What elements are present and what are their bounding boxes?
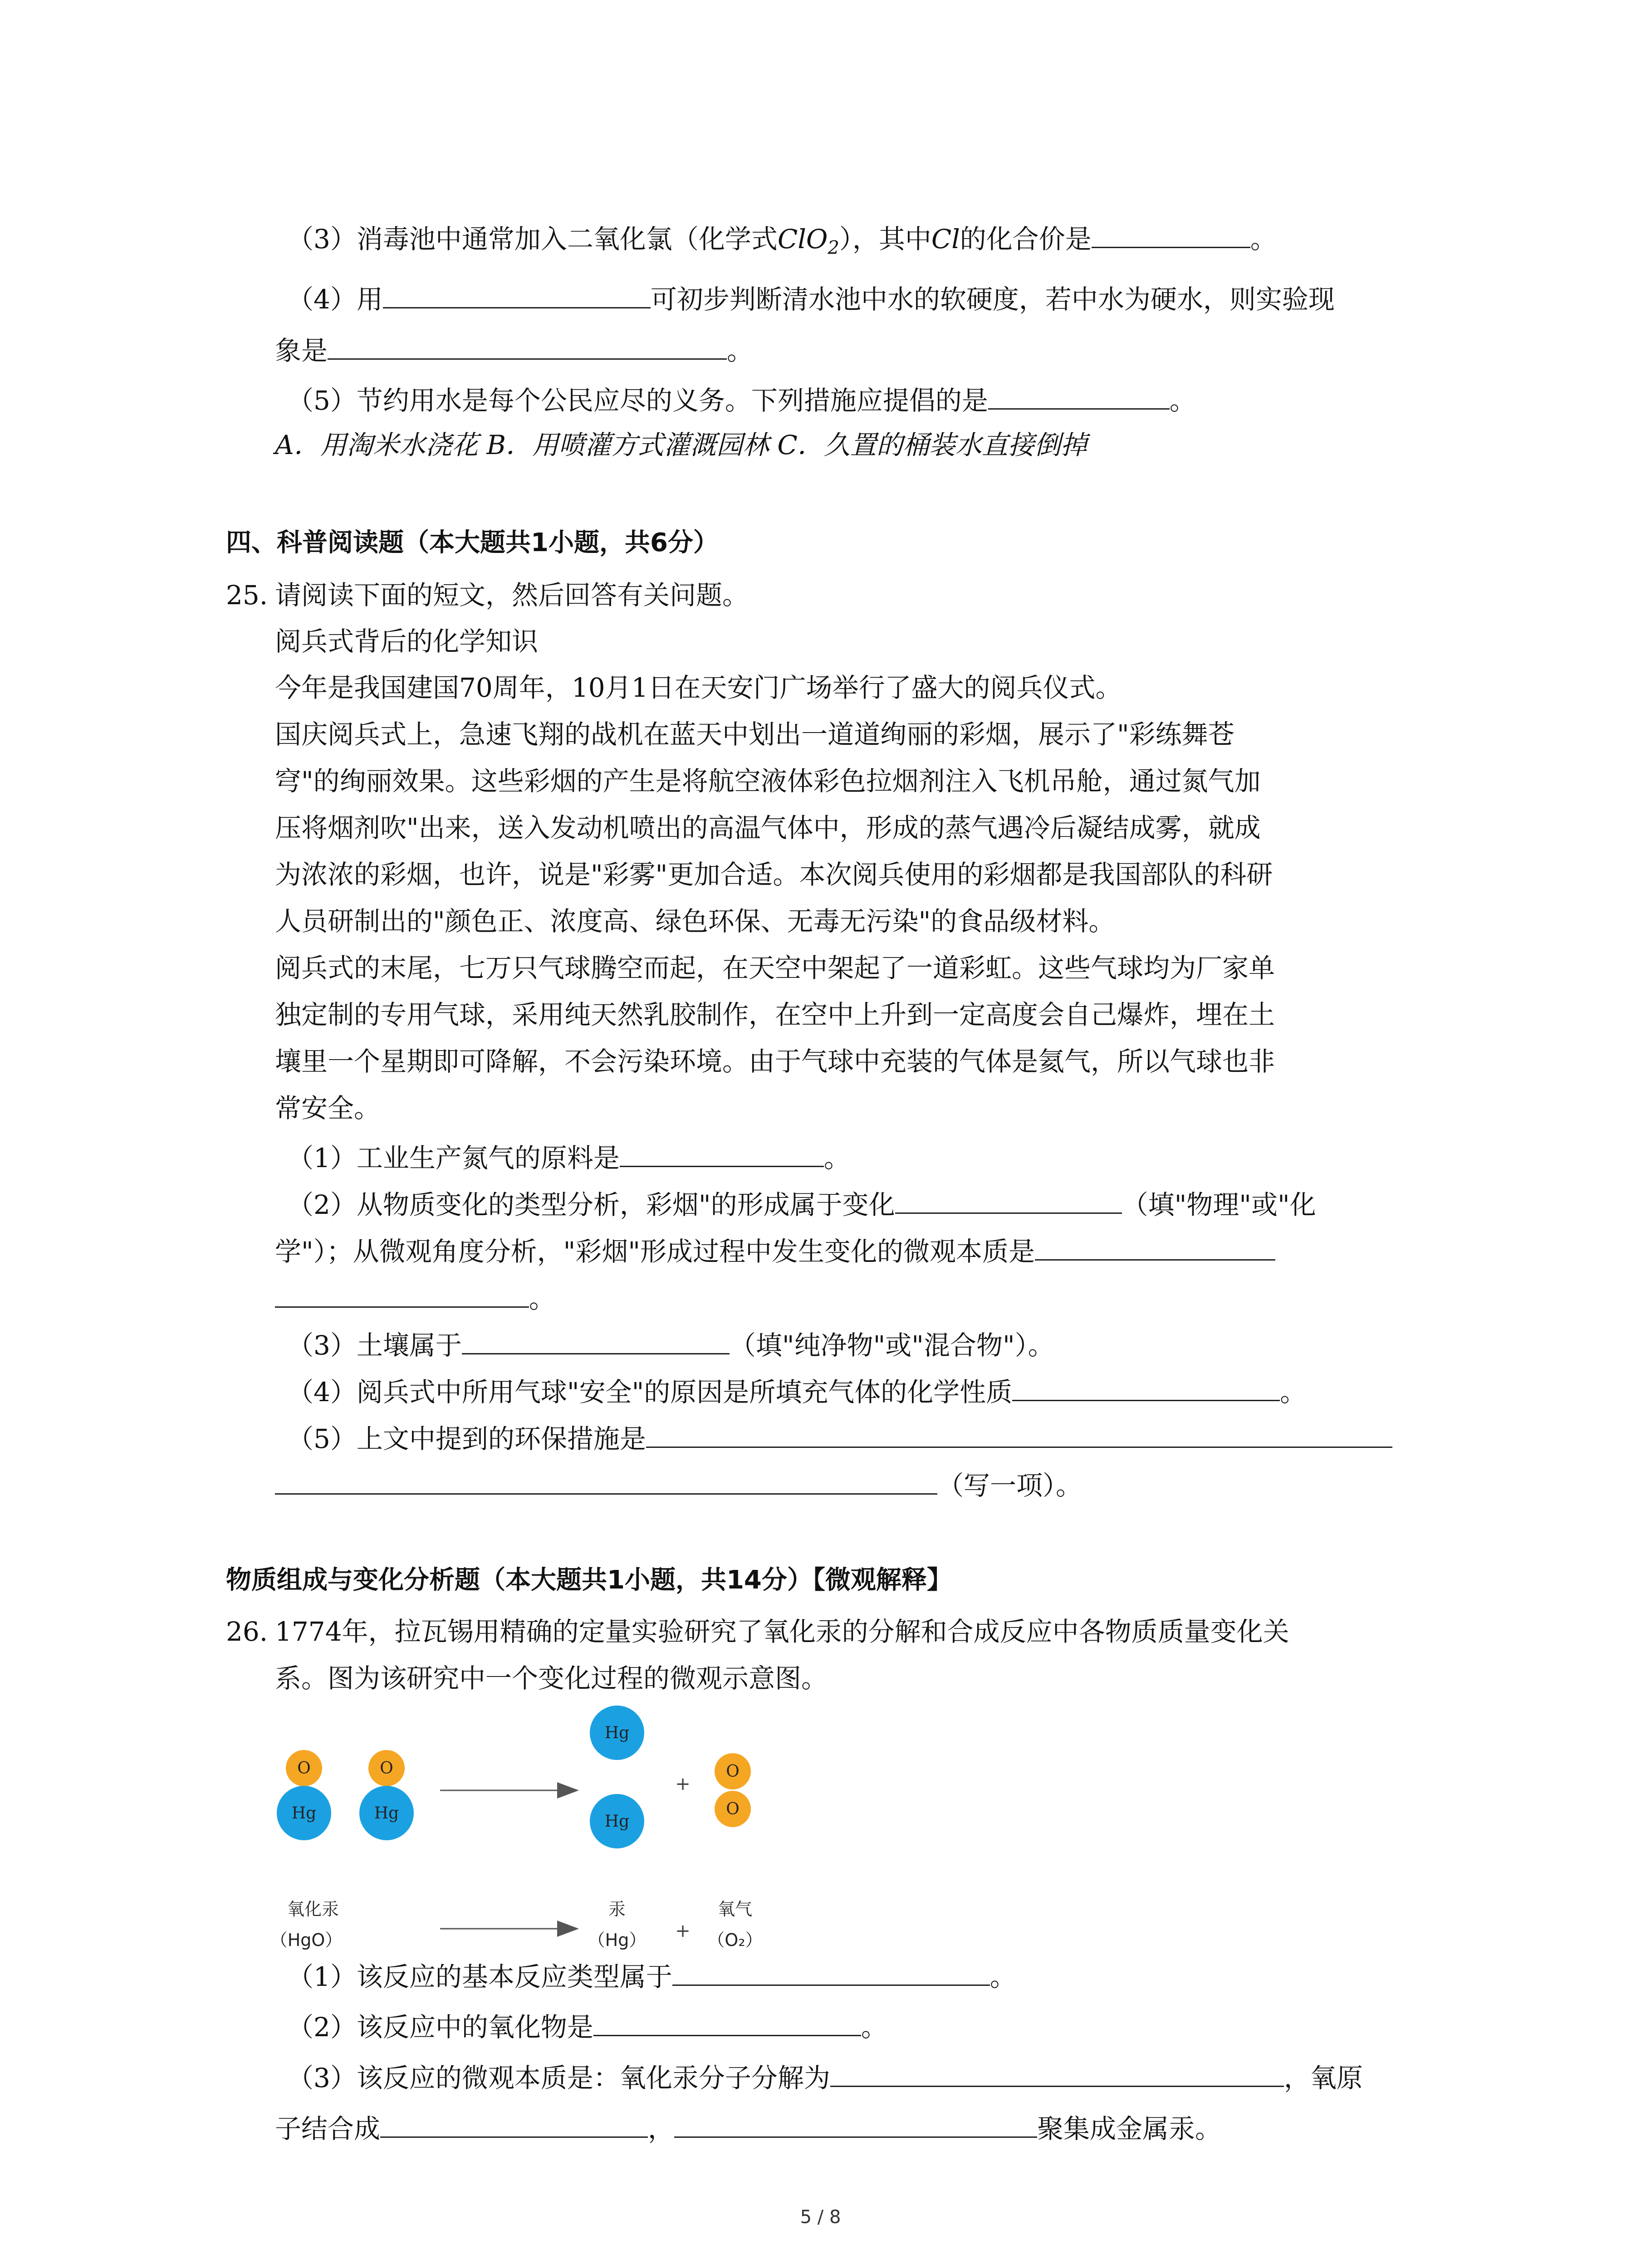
answer-blank[interactable]: [830, 2062, 1284, 2087]
q24-line-4: （4）用 可初步判断清水池中水的软硬度，若中水为硬水，则实验现: [287, 284, 1335, 315]
question-number: 25.: [226, 580, 268, 611]
product1-formula: （Hg）: [588, 1930, 647, 1950]
answer-blank[interactable]: [895, 1189, 1122, 1214]
o2-molecule: [715, 1753, 751, 1827]
svg-text:O: O: [297, 1759, 311, 1778]
hgo-decomposition-diagram: [268, 1706, 835, 1996]
sub-question-3: （3）土壤属于 （填"纯净物"或"混合物"）。: [287, 1330, 1054, 1361]
question-text: 系。图为该研究中一个变化过程的微观示意图。: [275, 1663, 828, 1694]
svg-text:O: O: [380, 1759, 393, 1778]
answer-blank[interactable]: [380, 2113, 648, 2138]
page-number: 5 / 8: [800, 2207, 841, 2228]
sub-question-1: （1）工业生产氮气的原料是 。: [287, 1143, 850, 1173]
q24-line-5: （5）节约用水是每个公民应尽的义务。下列措施应提倡的是 。: [287, 385, 1196, 416]
answer-blank[interactable]: [1012, 1376, 1280, 1401]
hgo-molecule: [359, 1750, 414, 1840]
question-text: 1774年，拉瓦锡用精确的定量实验研究了氧化汞的分解和合成反应中各物质质量变化关: [275, 1616, 1289, 1647]
answer-blank[interactable]: [383, 284, 651, 308]
sub-question-5: （5）上文中提到的环保措施是: [287, 1423, 1392, 1452]
reactant-formula: （HgO）: [270, 1930, 343, 1950]
article-para3-line: 独定制的专用气球，采用纯天然乳胶制作，在空中上升到一定高度会自己爆炸，埋在土: [275, 999, 1275, 1030]
answer-blank[interactable]: [646, 1423, 1392, 1448]
svg-text:O: O: [726, 1762, 740, 1781]
answer-blank[interactable]: [620, 1142, 824, 1167]
article-para3-line: 阅兵式的末尾，七万只气球腾空而起，在天空中架起了一道彩虹。这些气球均为厂家单: [275, 953, 1275, 983]
product2-name: 氧气: [717, 1899, 753, 1919]
sub-question-5b: （写一项）。: [275, 1470, 1082, 1499]
section-heading: 物质组成与变化分析题（本大题共1小题，共14分）【微观解释】: [226, 1565, 952, 1595]
product2-formula: （O₂）: [707, 1930, 763, 1950]
svg-text:Hg: Hg: [291, 1804, 317, 1823]
q24-line-3: （3）消毒池中通常加入二氧化氯（化学式ClO$_2$），其中Cl的化合价是 。: [287, 224, 1277, 259]
q24-options: A．用淘米水浇花 B．用喷灌方式灌溉园林 C．久置的桶装水直接倒掉: [275, 430, 1087, 460]
svg-text:Hg: Hg: [374, 1804, 399, 1823]
sub-question-4: （4）阅兵式中所用气球"安全"的原因是所填充气体的化学性质 。: [287, 1377, 1307, 1408]
article-para2-line: 压将烟剂吹"出来，送入发动机喷出的高温气体中，形成的蒸气遇冷后凝结成雾，就成: [275, 812, 1261, 843]
article-para3-line: 壤里一个星期即可降解，不会污染环境。由于气球中充装的气体是氦气，所以气球也非: [275, 1046, 1275, 1077]
section-heading: 四、科普阅读题（本大题共1小题，共6分）: [226, 528, 719, 557]
sub-question-2: （2）从物质变化的类型分析，彩烟"的形成属于变化 （填"物理"或"化: [287, 1189, 1316, 1220]
svg-text:Hg: Hg: [604, 1724, 630, 1742]
q26-sub-2: （2）该反应中的氧化物是 。: [287, 2012, 887, 2043]
question-intro: 请阅读下面的短文，然后回答有关问题。: [275, 580, 749, 611]
article-para2-line: 国庆阅兵式上，急速飞翔的战机在蓝天中划出一道道绚丽的彩烟，展示了"彩练舞苍: [275, 719, 1234, 750]
q26-sub-3: （3）该反应的微观本质是：氧化汞分子分解为 ，氧原: [287, 2063, 1363, 2093]
answer-blank[interactable]: [672, 1961, 990, 1986]
formula-clo2: ClO$_2$: [777, 224, 839, 259]
q24-line-4b: 象是 。: [275, 335, 754, 366]
article-para2-line: 穹"的绚丽效果。这些彩烟的产生是将航空液体彩色拉烟剂注入飞机吊舱，通过氮气加: [275, 766, 1261, 797]
answer-blank[interactable]: [275, 1470, 937, 1495]
article-para1: 今年是我国建国70周年，10月1日在天安门广场举行了盛大的阅兵仪式。: [275, 672, 1122, 703]
answer-blank[interactable]: [1092, 223, 1250, 248]
sub-question-2b: 学"）；从微观角度分析，"彩烟"形成过程中发生变化的微观本质是: [275, 1236, 1275, 1265]
answer-blank[interactable]: [988, 385, 1170, 410]
product1-name: 汞: [608, 1899, 626, 1919]
answer-blank[interactable]: [1035, 1236, 1275, 1261]
answer-blank[interactable]: [462, 1330, 730, 1354]
question-number: 26.: [226, 1616, 268, 1647]
sub-question-2c: 。: [275, 1283, 555, 1312]
q26-sub-3b: 子结合成 ， 聚集成金属汞。: [275, 2113, 1222, 2144]
answer-blank[interactable]: [328, 335, 727, 360]
svg-text:O: O: [726, 1800, 740, 1818]
answer-blank[interactable]: [674, 2113, 1037, 2138]
svg-text:Hg: Hg: [604, 1812, 630, 1831]
article-para3-line: 常安全。: [275, 1093, 381, 1124]
plus-sign: +: [675, 1774, 691, 1794]
article-para2-line: 人员研制出的"颜色正、浓度高、绿色环保、无毒无污染"的食品级材料。: [275, 906, 1115, 937]
reactant-name: 氧化汞: [287, 1899, 339, 1919]
hgo-molecule: [277, 1750, 331, 1840]
answer-blank[interactable]: [593, 2011, 861, 2036]
q26-sub-1: （1）该反应的基本反应类型属于 。: [287, 1961, 1016, 1992]
article-para2-line: 为浓浓的彩烟，也许，说是"彩雾"更加合适。本次阅兵使用的彩烟都是我国部队的科研: [275, 859, 1273, 890]
article-title: 阅兵式背后的化学知识: [275, 626, 539, 657]
plus-sign: +: [675, 1921, 691, 1941]
answer-blank[interactable]: [275, 1283, 529, 1308]
